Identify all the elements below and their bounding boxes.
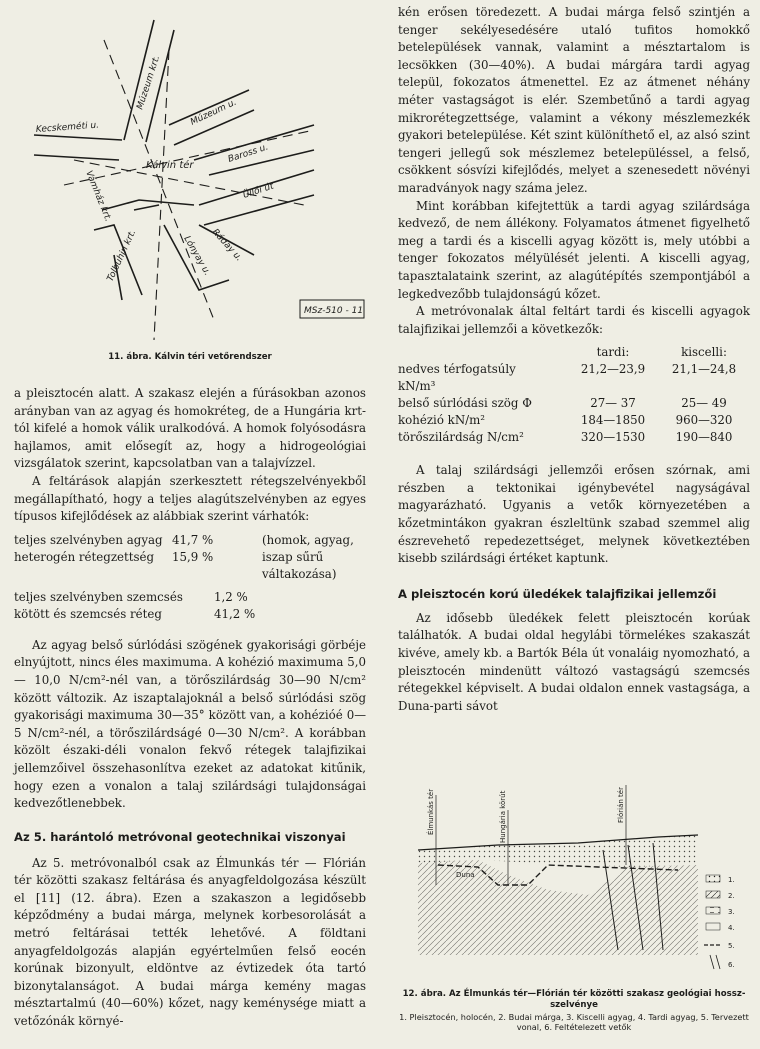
table-row [14,589,255,606]
label-duna: Duna [456,871,475,879]
label-elmunkas-ter: Élmunkás tér [427,788,435,835]
legend [704,875,735,969]
table-cell-label: teljes szelvényben agyag [14,532,163,547]
street-label-muzeum-u: Múzeum u. [189,97,239,128]
table-row [14,549,366,566]
table-cell-value: 1,2 % [214,589,248,604]
section-heading: A pleisztocén korú üledékek talajfizikai jellemzői [398,586,717,601]
table-cell-label: kötött és szemcsés réteg [14,606,162,621]
table-cell-value [172,566,262,583]
table-cell-value: 15,9 % [172,549,214,564]
table-cell-label [14,566,172,583]
table-cell-kiscelli: 960—320 [675,413,733,428]
table-cell-label: heterogén rétegzettség [14,549,155,564]
paragraph: A talaj szilárdsági jellemzői erősen szórnak, ami részben a tektonikai igénybevétel nagyságával magyarázható. Ugyanis a vetők környezetében a kőzetmintákon gyakran észleltünk szabad szemmel alig észrevehető repedezettséget, melynek következtében kisebb szilárdsági értéket kaptunk. [398,463,750,566]
table-cell-tardi: 21,2—23,9 [580,362,646,377]
table-header-tardi: tardi: [596,345,630,360]
figure-id-box-label: MSz-510 - 11 [304,306,364,316]
kalvin-ter-map [14,0,366,350]
table-cell-tardi: 27— 37 [590,396,636,411]
street-label-ulloi-ut: Üllői út [241,181,276,201]
paragraph: a pleisztocén alatt. A szakasz elején a fúrásokban azonos arányban van az agyag és homokréteg, de a Hungária krt-tól kifelé a homok válik uralkodóvá. A homok folyósodásra hajlamos, amit elősegít az, hogy a hidrogeológiai vizsgálatok szerint, kapcsolatban van a talajvízzel. [14,386,366,471]
figure-12 [398,755,750,1032]
table-row [398,395,750,412]
paragraph: Az 5. metróvonalból csak az Élmunkás tér — Flórián tér közötti szakasz feltárása és anyagfeldolgozása készült el [11] (12. ábra). Ezen a szakaszon a legidősebb képződmény a budai márga, melynek korbesorolását a metró feltárásai tették lehetővé. A földtani anyagfeldolgozás alapján egyértelműen felső eocén korúnak bizonyult, eldöntve az évtizedek óta tartó bizonytalanságot. A budai márga kemény magas mésztartalmú (40—60%) kőzet, nagy keménysége miatt a vetőzónák környé- [14,855,366,1029]
table-header-row [398,344,750,361]
table-cell-note: váltakozása) [262,566,337,581]
table-row [398,361,750,395]
legend-number: 3. [728,908,735,916]
street-label-baross-u: Baross u. [226,142,270,165]
street-label-muzeum-krt: Múzeum krt. [135,54,163,111]
street-label-tolbuhin-krt: Tolbuhin krt. [105,228,139,284]
table-cell-tardi: 184—1850 [580,413,646,428]
table-cell-label: belső súrlódási szög Φ [398,396,532,411]
table-cell-kiscelli: 21,1—24,8 [671,362,737,377]
street-label-vamhaz: Vámház krt. [83,169,113,224]
table-row [14,566,366,583]
table-row [14,532,366,549]
section-heading: Az 5. harántoló metróvonal geotechnikai viszonyai [14,829,346,844]
street-label-kalvin-ter: Kálvin tér [146,160,194,171]
label-hungaria-korut: Hungária körút [499,790,507,843]
figure-11-caption: 11. ábra. Kálvin téri vetőrendszer [108,352,272,362]
paragraph: Az agyag belső súrlódási szögének gyakorisági görbéje elnyújtott, nincs éles maximuma. A kohézió maximuma 5,0— 10,0 N/cm²-nél van, a törőszilárdság 30—90 N/cm² között változik. Az iszaptalajoknál a belső súrlódási szög gyakorisági maximuma 30—35° között van, a kohézióé 0—5 N/cm²-nél, a törőszilárdságé 0—30 N/cm². A korábban közölt északi-déli vonalon fekvő rétegek talajfizikai jellemzőivel összehasonlítva ezeket az adatokat kitűnik, hogy ezen a vonalon a talaj szilárdsági tulajdonságai kedvezőtlenebbek. [14,637,366,811]
paragraph: Mint korábban kifejtettük a tardi agyag szilárdsága kedvező, de nem állékony. Folyamatos átmenet figyelhető meg a tardi és a kiscelli agyag között is, mely utóbbi a tenger fokozatos mélyülését jelenti. A kiscelli agyag, tapasztalataink szerint, az alagútépítés szempontjából a legkedvezőbb tulajdonságú kőzet. [398,198,750,301]
table-cell-note: (homok, agyag, [262,532,354,547]
street-label-lonyay-u: Lónyay u. [181,234,212,278]
table-row [14,606,255,623]
clay-properties-table [398,344,750,446]
table-cell-kiscelli: 190—840 [675,430,733,445]
table-row [398,412,750,429]
grain-percentage-table [14,589,255,623]
legend-number: 1. [728,876,735,884]
figure-11 [14,0,366,372]
paragraph: kén erősen töredezett. A budai márga felső szintjén a tenger sekélyesedésére utaló tufitos homokkő betelepülések vannak, valamint a mésztartalom is lecsökken (30—40%). A budai márgára tardi agyag települ, fokozatos átmenettel. Ez az átmenet néhány méter vastagságot is elér. Szembetűnő a tardi agyag mikrorétegzettsége, valamint a vékony mészlemezkék gyakori betelepülése. Két szint különíthető el, az alsó szint tengeri jellegű sok mészlemez betelepüléssel, a felső, csökkent sósvízi kifejlődés, melyet a szenesedett növényi maradványok nagy száma jelez. [398,5,750,195]
paragraph: A feltárások alapján szerkesztett rétegszelvényekből megállapítható, hogy a teljes alagútszelvényben az egyes típusos kifejlődések az alábbiak szerint várhatók: [14,473,366,524]
figure-12-caption: 12. ábra. Az Élmunkás tér—Flórián tér közötti szakasz geológiai hossz-szelvénye [402,989,746,1010]
legend-number: 6. [728,961,735,969]
paragraph: Az idősebb üledékek felett pleisztocén korúak találhatók. A budai oldal hegylábi törmelékes szakaszát kivéve, amely kb. a Bartók Béla út vonaláig nyomozható, a pleisztocén mindenütt változó vastagságú szemcsés rétegekkel képviselt. A budai oldalon ennek vastagsága, a Duna-parti sávot [398,610,750,713]
table-cell-kiscelli: 25— 49 [681,396,727,411]
table-cell-note: iszap sűrű [262,549,324,564]
street-label-kecskemeti-u: Kecskeméti u. [35,120,100,135]
table-cell-tardi: 320—1530 [580,430,646,445]
table-header-kiscelli: kiscelli: [681,345,727,360]
legend-number: 4. [728,924,735,932]
legend-number: 2. [728,892,735,900]
table-cell-label: kohézió kN/m² [398,413,486,428]
table-cell-label: teljes szelvényben szemcsés [14,589,183,604]
table-cell-value: 41,2 % [214,606,256,621]
layer-percentage-table [14,532,366,583]
figure-12-legend-text: 1. Pleisztocén, holocén, 2. Budai márga, 3. Kiscelli agyag, 4. Tardi agyag, 5. Tervezett vonal, 6. Feltételezett vetők [399,1012,749,1032]
legend-number: 5. [728,942,735,950]
geological-section [398,755,750,985]
label-florian-ter: Flórián tér [617,787,625,823]
table-cell-label: nedves térfogatsúly kN/m³ [398,362,516,394]
table-cell-label: törőszilárdság N/cm² [398,430,524,445]
table-cell-value: 41,7 % [172,532,214,547]
paragraph: A metróvonalak által feltárt tardi és kiscelli agyagok talajfizikai jellemzői a következők: [398,304,750,336]
street-label-raday-u: Ráday u. [209,227,244,264]
table-row [398,429,750,446]
